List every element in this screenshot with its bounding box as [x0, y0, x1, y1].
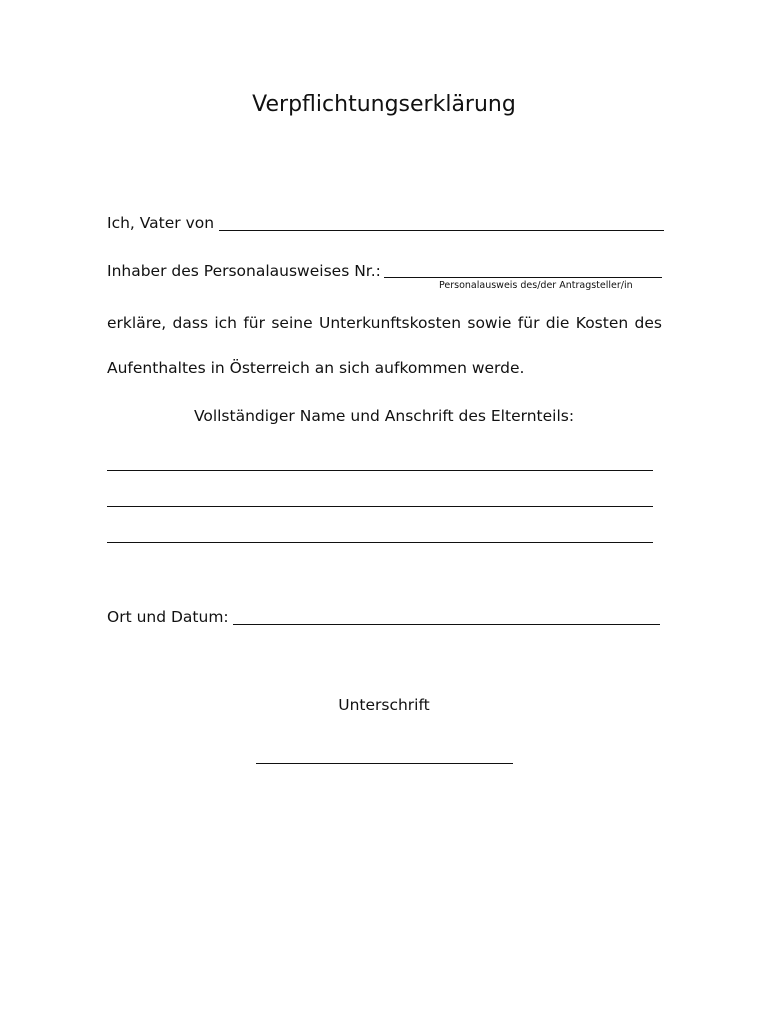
id-card-label: Inhaber des Personalausweises Nr.:	[107, 262, 381, 280]
id-card-number-field[interactable]	[384, 277, 662, 278]
signature-label: Unterschrift	[338, 696, 430, 714]
id-card-caption: Personalausweis des/der Antragsteller/in	[439, 280, 633, 291]
place-date-label: Ort und Datum:	[107, 608, 229, 626]
parent-address-line-1[interactable]	[107, 470, 653, 471]
declaration-text-line-1: erkläre, dass ich für seine Unterkunftskosten sowie für die Kosten des	[107, 314, 662, 332]
parent-address-line-2[interactable]	[107, 506, 653, 507]
declaration-text-line-2: Aufenthaltes in Österreich an sich aufkommen werde.	[107, 359, 525, 377]
father-of-label: Ich, Vater von	[107, 214, 215, 232]
page-title: Verpflichtungserklärung	[252, 92, 516, 117]
signature-field[interactable]	[256, 763, 513, 764]
place-date-field[interactable]	[233, 624, 660, 625]
parent-heading: Vollständiger Name und Anschrift des Elternteils:	[193, 407, 575, 425]
child-name-field[interactable]	[219, 230, 664, 231]
parent-address-line-3[interactable]	[107, 542, 653, 543]
